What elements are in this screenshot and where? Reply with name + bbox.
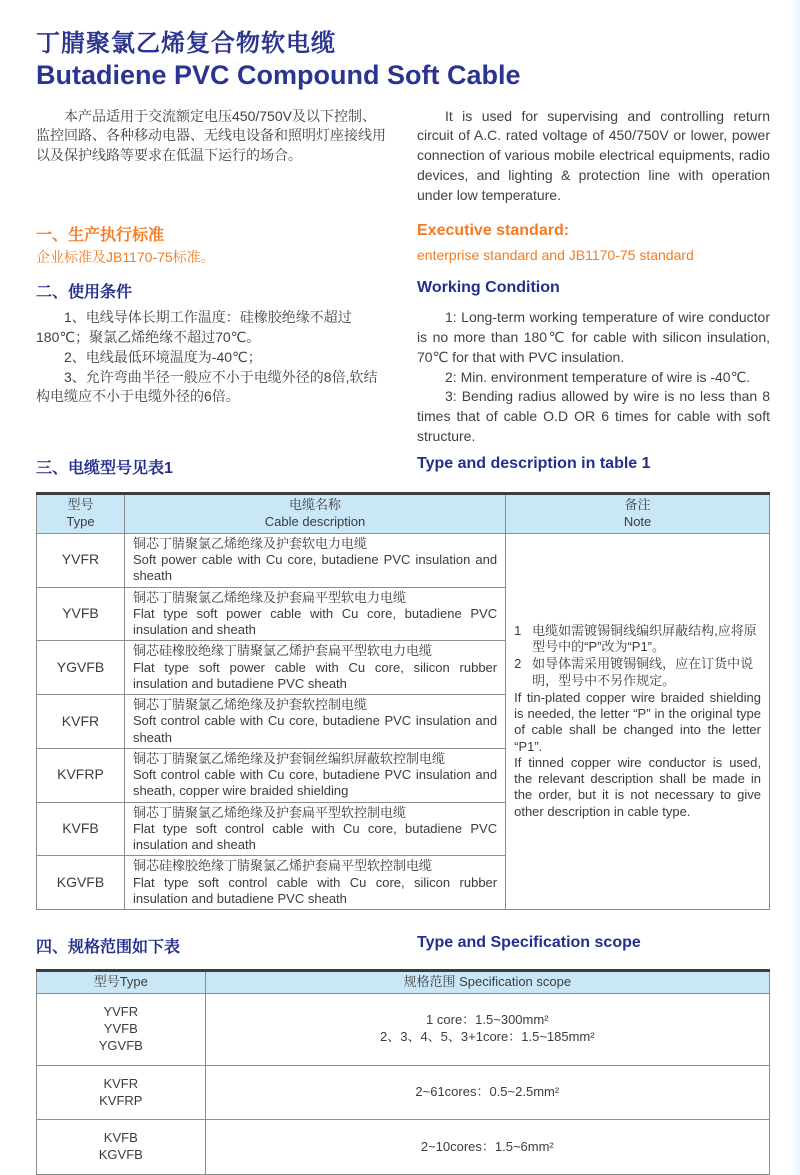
header-desc-en: Cable description — [264, 513, 366, 529]
page-title-zh: 丁腈聚氯乙烯复合物软电缆 — [36, 30, 336, 57]
cable-description — [124, 533, 505, 587]
cable-description — [124, 856, 505, 910]
description-en: Soft control cable with Cu core, butadiene PVC insulation and sheath, copper wire braided shielding — [132, 767, 498, 799]
working-conditions-en — [417, 308, 770, 447]
condition-item: 3、允许弯曲半径一般应不小于电缆外径的8倍,软结构电缆应不小于电缆外径的6倍。 — [36, 368, 378, 405]
note-paragraph-en: If tinned copper wire conductor is used, the relevant description shall be made in the order, but it is not necessary to give other description in cable type. — [514, 754, 761, 819]
description-en: Flat type soft power cable with Cu core, butadiene PVC insulation and sheath — [132, 605, 498, 638]
description-zh: 铜芯丁腈聚氯乙烯绝缘及护套扁平型软控制电缆 — [132, 804, 406, 820]
header-type-zh: 型号 — [67, 497, 94, 513]
cable-description — [124, 641, 505, 695]
cable-type-code: YVFB — [37, 587, 125, 641]
description-zh: 铜芯丁腈聚氯乙烯绝缘及护套扁平型软电力电缆 — [132, 589, 406, 605]
table-row — [37, 993, 770, 1065]
description-en: Flat type soft power cable with Cu core, silicon rubber insulation and butadiene PVC sheath — [132, 659, 498, 691]
note-item-number: 2 — [514, 656, 522, 672]
description-en: Soft power cable with Cu core, butadiene PVC insulation and sheath — [132, 552, 498, 584]
cable-type-code: YGVFB — [37, 641, 125, 695]
table1-header-note — [506, 494, 770, 534]
scope-cell — [205, 1065, 769, 1120]
header-type-en: Type — [66, 513, 95, 529]
type-code: KGVFB — [98, 1147, 143, 1163]
table-row — [37, 533, 770, 587]
cable-type-table — [36, 492, 770, 910]
description-zh: 铜芯硅橡胶绝缘丁腈聚氯乙烯护套扁平型软控制电缆 — [132, 858, 432, 874]
bilingual-columns — [36, 107, 770, 485]
table-row — [37, 1065, 770, 1120]
description-zh: 铜芯硅橡胶绝缘丁腈聚氯乙烯护套扁平型软电力电缆 — [132, 643, 432, 659]
section4-heading-row — [36, 926, 770, 963]
section4-heading-en: Type and Specification scope — [417, 934, 641, 952]
cable-type-code: KGVFB — [37, 856, 125, 910]
table1-header-description — [124, 494, 505, 534]
scope-line: 2、3、4、5、3+1core：1.5~185mm² — [379, 1029, 595, 1045]
type-code: YVFB — [103, 1020, 138, 1036]
section1-heading-en: Executive standard: — [417, 221, 570, 239]
cable-type-code: KVFR — [37, 695, 125, 749]
type-group — [37, 993, 206, 1065]
working-conditions-zh — [36, 308, 389, 447]
type-group — [37, 1120, 206, 1175]
cable-type-code: YVFR — [37, 533, 125, 587]
scope-line: 2~10cores：1.5~6mm² — [420, 1138, 554, 1154]
cable-type-code: KVFRP — [37, 748, 125, 802]
header-note-zh: 备注 — [624, 497, 651, 513]
type-code: KVFR — [103, 1075, 139, 1091]
cable-description — [124, 802, 505, 856]
table2-header-type: 型号Type — [37, 971, 206, 994]
cable-description — [124, 748, 505, 802]
note-item-text: 电缆如需镀锡铜线编织屏蔽结构,应将原型号中的“P”改为“P1”。 — [532, 622, 757, 655]
table2-header-scope: 规格范围 Specification scope — [205, 971, 769, 994]
description-en: Flat type soft control cable with Cu core, silicon rubber insulation and butadiene PVC sheath — [132, 874, 498, 906]
scope-cell — [205, 1120, 769, 1175]
section1-heading-zh: 一、生产执行标准 — [36, 226, 165, 244]
header-desc-zh: 电缆名称 — [289, 497, 342, 513]
note-item-text: 如导体需采用镀锡铜线，应在订货中说明，型号中不另作规定。 — [532, 656, 754, 688]
page-title-en: Butadiene PVC Compound Soft Cable — [36, 59, 521, 90]
section2-heading-en: Working Condition — [417, 278, 560, 296]
scope-cell — [205, 993, 769, 1065]
note-item-number: 1 — [514, 622, 522, 638]
description-zh: 铜芯丁腈聚氯乙烯绝缘及护套软电力电缆 — [132, 535, 367, 551]
type-code: YVFR — [103, 1003, 139, 1019]
description-zh: 铜芯丁腈聚氯乙烯绝缘及护套软控制电缆 — [132, 697, 367, 713]
table1-header-row — [37, 494, 770, 534]
intro-paragraph-zh: 本产品适用于交流额定电压450/750V及以下控制、监控回路、各种移动电器、无线电设备和照明灯座接线用以及保护线路等要求在低温下运行的场合。 — [36, 107, 386, 164]
section3-heading-en: Type and description in table 1 — [417, 455, 651, 473]
cable-description — [124, 587, 505, 641]
condition-item: 3: Bending radius allowed by wire is no less than 8 times that of cable O.D OR 6 times for cable with soft structure. — [417, 388, 770, 445]
section4-heading-zh: 四、规格范围如下表 — [36, 939, 181, 957]
table2-header-row — [37, 971, 770, 994]
scope-line: 2~61cores：0.5~2.5mm² — [415, 1084, 560, 1100]
type-group — [37, 1065, 206, 1120]
intro-paragraph-en: It is used for supervising and controlling return circuit of A.C. rated voltage of 450/750V or lower, power connection of various mobile electrical equipments, radio devices, and lighting & protection line with operation under low temperature. — [417, 107, 770, 204]
table1-header-type — [37, 494, 125, 534]
type-code: KVFRP — [99, 1092, 143, 1108]
section1-body-en: enterprise standard and JB1170-75 standard — [417, 246, 694, 263]
type-code: YGVFB — [98, 1037, 143, 1053]
scope-line: 1 core：1.5~300mm² — [426, 1012, 549, 1028]
note-cell — [506, 533, 770, 909]
condition-item: 2: Min. environment temperature of wire is -40℃. — [445, 368, 751, 385]
cable-type-code: KVFB — [37, 802, 125, 856]
description-zh: 铜芯丁腈聚氯乙烯绝缘及护套铜丝编织屏蔽软控制电缆 — [132, 750, 445, 766]
condition-item: 1: Long-term working temperature of wire conductor is no more than 180℃ for cable with silicon insulation, 70℃ for that with PVC insulation. — [417, 308, 770, 365]
section1-body-zh: 企业标准及JB1170-75标准。 — [36, 248, 215, 265]
note-item-zh — [514, 656, 761, 689]
description-en: Flat type soft control cable with Cu core, butadiene PVC insulation and sheath — [132, 820, 498, 853]
specification-scope-table — [36, 969, 770, 1175]
section3-heading-zh: 三、电缆型号见表1 — [36, 460, 173, 478]
condition-item: 1、电线导体长期工作温度：硅橡胶绝缘不超过180℃；聚氯乙烯绝缘不超过70℃。 — [36, 308, 352, 345]
section2-heading-zh: 二、使用条件 — [36, 283, 133, 301]
description-en: Soft control cable with Cu core, butadiene PVC insulation and sheath — [132, 713, 498, 745]
header-note-en: Note — [623, 513, 652, 529]
table-row — [37, 1120, 770, 1175]
note-paragraph-en: If tin-plated copper wire braided shielding is needed, the letter “P” in the original type of cable shall be changed into the letter “P1”. — [514, 689, 761, 754]
note-item-zh — [514, 623, 761, 656]
type-code: KVFB — [103, 1130, 138, 1146]
cable-description — [124, 695, 505, 749]
condition-item: 2、电线最低环境温度为-40℃； — [64, 348, 262, 365]
